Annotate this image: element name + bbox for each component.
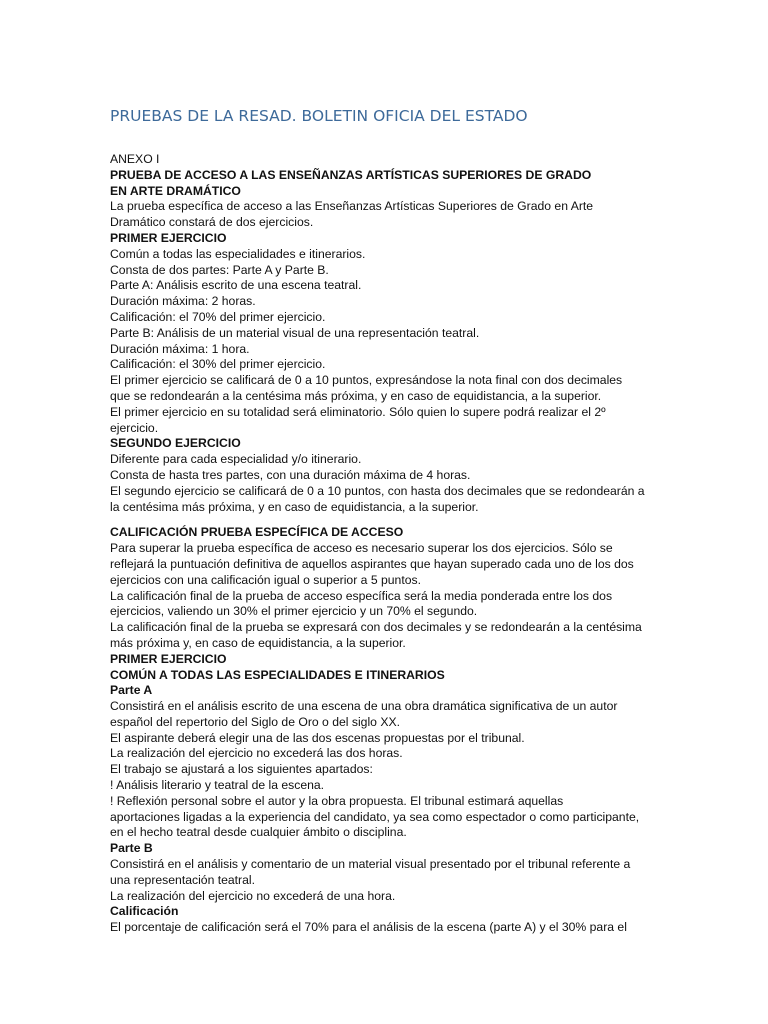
text-line: La prueba específica de acceso a las Enseñanzas Artísticas Superiores de Grado en Arte bbox=[110, 199, 594, 214]
text-line: Parte A: Análisis escrito de una escena teatral. bbox=[110, 278, 362, 293]
text-line: Calificación: el 30% del primer ejercicio. bbox=[110, 357, 326, 372]
text-line: Dramático constará de dos ejercicios. bbox=[110, 215, 314, 230]
text-line: El porcentaje de calificación será el 70% para el análisis de la escena (parte A) y el 30% para el bbox=[110, 920, 627, 935]
section-heading: Calificación bbox=[110, 904, 179, 919]
text-line: español del repertorio del Siglo de Oro o del siglo XX. bbox=[110, 714, 400, 729]
text-line: La realización del ejercicio no excederá las dos horas. bbox=[110, 746, 403, 761]
text-line: más próxima y, en caso de equidistancia, a la superior. bbox=[110, 635, 406, 650]
section-heading: EN ARTE DRAMÁTICO bbox=[110, 183, 241, 198]
text-line: en el hecho teatral desde cualquier ámbito o disciplina. bbox=[110, 825, 407, 840]
section-heading: COMÚN A TODAS LAS ESPECIALIDADES E ITINERARIOS bbox=[110, 667, 445, 682]
text-line: Duración máxima: 2 horas. bbox=[110, 294, 256, 309]
text-line: ejercicio. bbox=[110, 420, 159, 435]
text-line: La calificación final de la prueba de acceso específica será la media ponderada entre los dos bbox=[110, 588, 613, 603]
section-heading: Parte A bbox=[110, 683, 153, 698]
text-line: Consta de hasta tres partes, con una duración máxima de 4 horas. bbox=[110, 467, 471, 482]
document-title: PRUEBAS DE LA RESAD. BOLETIN OFICIA DEL ESTADO bbox=[110, 107, 528, 125]
text-line: Consistirá en el análisis y comentario de un material visual presentado por el tribunal referente a bbox=[110, 857, 631, 872]
text-line: Duración máxima: 1 hora. bbox=[110, 341, 250, 356]
section-heading: PRIMER EJERCICIO bbox=[110, 651, 227, 666]
text-line: Consistirá en el análisis escrito de una escena de una obra dramática significativa de un autor bbox=[110, 699, 618, 714]
text-line: Consta de dos partes: Parte A y Parte B. bbox=[110, 262, 329, 277]
text-line: ANEXO I bbox=[110, 152, 160, 166]
text-line: El trabajo se ajustará a los siguientes apartados: bbox=[110, 762, 373, 777]
text-line: ejercicios, valiendo un 30% el primer ejercicio y un 70% el segundo. bbox=[110, 604, 478, 619]
paragraph-gap bbox=[110, 515, 630, 525]
text-line: El primer ejercicio en su totalidad será eliminatorio. Sólo quien lo supere podrá realizar el 2º bbox=[110, 404, 606, 419]
text-line: ! Reflexión personal sobre el autor y la obra propuesta. El tribunal estimará aquellas bbox=[110, 793, 564, 808]
text-line: reflejará la puntuación definitiva de aquellos aspirantes que hayan superado cada uno de los dos bbox=[110, 556, 634, 571]
text-line: Común a todas las especialidades e itinerarios. bbox=[110, 246, 366, 261]
text-line: ! Análisis literario y teatral de la escena. bbox=[110, 778, 325, 793]
text-line: una representación teatral. bbox=[110, 872, 255, 887]
text-line: la centésima más próxima, y en caso de equidistancia, a la superior. bbox=[110, 499, 479, 514]
text-line: Calificación: el 70% del primer ejercicio. bbox=[110, 309, 326, 324]
text-line: El primer ejercicio se calificará de 0 a 10 puntos, expresándose la nota final con dos decimales bbox=[110, 373, 623, 388]
text-line: La calificación final de la prueba se expresará con dos decimales y se redondearán a la centésima bbox=[110, 620, 642, 635]
section-heading: SEGUNDO EJERCICIO bbox=[110, 436, 241, 451]
text-line: El segundo ejercicio se calificará de 0 a 10 puntos, con hasta dos decimales que se redondearán a bbox=[110, 483, 645, 498]
text-line: La realización del ejercicio no excederá de una hora. bbox=[110, 888, 396, 903]
section-heading: PRIMER EJERCICIO bbox=[110, 230, 227, 245]
document-body bbox=[110, 152, 645, 936]
text-line: que se redondearán a la centésima más próxima, y en caso de equidistancia, a la superior. bbox=[110, 388, 602, 403]
text-line: ejercicios con una calificación igual o superior a 5 puntos. bbox=[110, 572, 421, 587]
section-heading: PRUEBA DE ACCESO A LAS ENSEÑANZAS ARTÍSTICAS SUPERIORES DE GRADO bbox=[110, 167, 592, 182]
text-line: Diferente para cada especialidad y/o itinerario. bbox=[110, 452, 362, 467]
section-heading: Parte B bbox=[110, 841, 153, 856]
text-line: aportaciones ligadas a la experiencia del candidato, ya sea como espectador o como participante, bbox=[110, 809, 640, 824]
text-line: Para superar la prueba específica de acceso es necesario superar los dos ejercicios. Sólo se bbox=[110, 541, 613, 556]
text-line: El aspirante deberá elegir una de las dos escenas propuestas por el tribunal. bbox=[110, 730, 525, 745]
section-heading: CALIFICACIÓN PRUEBA ESPECÍFICA DE ACCESO bbox=[110, 525, 404, 540]
text-line: Parte B: Análisis de un material visual de una representación teatral. bbox=[110, 325, 480, 340]
